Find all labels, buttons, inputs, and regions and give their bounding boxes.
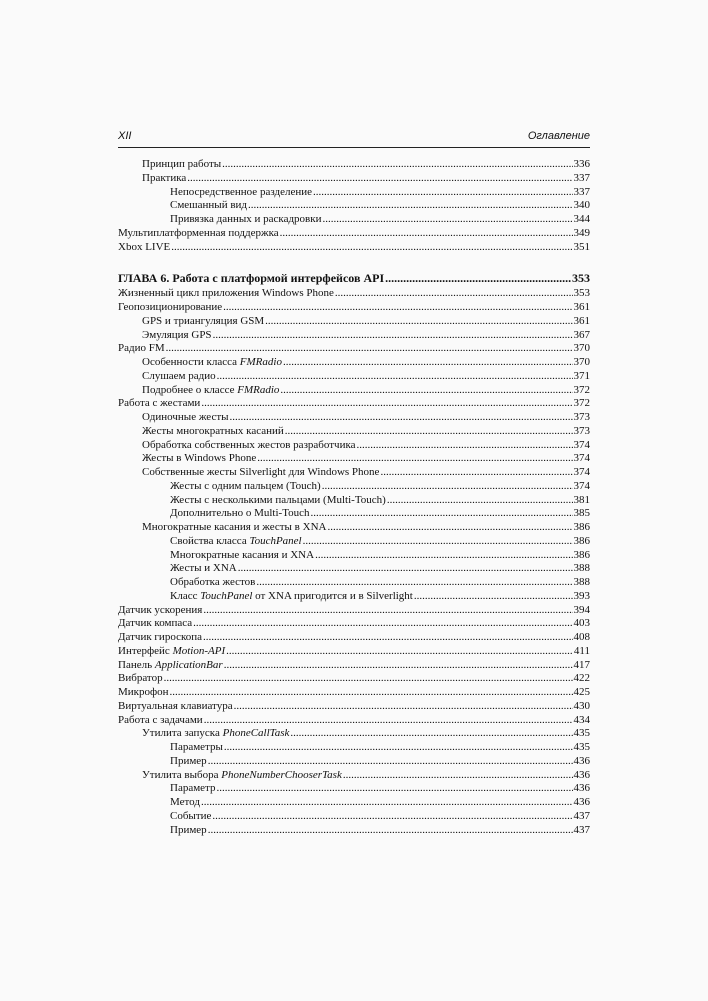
- toc-entry-text: Вибратор: [118, 672, 163, 685]
- toc-entry-page: 373: [573, 424, 590, 437]
- toc-entry-text: Параметр: [170, 782, 216, 795]
- toc-chapter-items: [118, 287, 590, 837]
- toc-entry[interactable]: [118, 672, 590, 686]
- toc-entry[interactable]: [118, 686, 590, 700]
- toc-entry[interactable]: [118, 186, 590, 200]
- chapter-heading[interactable]: [118, 269, 590, 287]
- header-rule: [118, 147, 590, 148]
- leader-dots: [327, 521, 572, 535]
- toc-entry-page: 394: [573, 603, 590, 616]
- toc-entry[interactable]: [118, 329, 590, 343]
- toc-entry-text: Пример: [170, 754, 207, 767]
- toc-entry-title: [142, 370, 216, 384]
- toc-entry-page: 388: [573, 562, 590, 575]
- toc-entry-text: Xbox LIVE: [118, 240, 171, 253]
- toc-entry-text: Жесты с несколькими пальцами (Multi-Touch): [170, 493, 386, 506]
- leader-dots: [203, 631, 572, 645]
- page-number-roman: XII: [118, 130, 132, 142]
- toc-entry-title: [142, 356, 282, 370]
- running-header: [118, 130, 590, 146]
- leader-dots: [201, 397, 572, 411]
- leader-dots: [238, 562, 573, 576]
- toc-entry-title: [142, 521, 326, 535]
- toc-entry-page: 436: [573, 796, 590, 808]
- toc-entry-text: Датчик компаса: [118, 617, 193, 630]
- toc-entry-text: Жесты и XNA: [170, 562, 237, 575]
- toc-entry-text: Микрофон: [118, 686, 169, 698]
- toc-entry-page: 381: [573, 493, 590, 506]
- toc-entry-text: Метод: [170, 796, 200, 808]
- leader-dots: [315, 549, 572, 563]
- toc-entry-text: Параметры: [170, 741, 223, 753]
- toc-entry-page: 351: [573, 240, 590, 253]
- toc-entry-text: Работа с задачами: [118, 713, 203, 726]
- toc-entry[interactable]: [118, 241, 590, 255]
- toc-entry-text: Слушаем радио: [142, 369, 216, 382]
- toc-entry-class-name: PhoneNumberChooserTask: [221, 768, 342, 781]
- leader-dots: [204, 714, 573, 728]
- toc-entry-text: Панель: [118, 658, 155, 671]
- toc-entry-title: [142, 769, 342, 783]
- toc-entry[interactable]: [118, 425, 590, 439]
- toc-entry-page: 386: [573, 534, 590, 547]
- table-of-contents: [118, 158, 590, 837]
- toc-entry-text: Интерфейс: [118, 644, 173, 657]
- toc-entry-title: [170, 810, 211, 824]
- toc-entry-page: 435: [573, 741, 590, 753]
- toc-entry-page: 344: [573, 213, 590, 225]
- toc-entry-page: 374: [573, 479, 590, 492]
- toc-entry[interactable]: [118, 549, 590, 563]
- toc-entry[interactable]: [118, 466, 590, 480]
- toc-entry-title: [118, 342, 165, 356]
- toc-entry-title: [170, 480, 321, 494]
- toc-entry[interactable]: [118, 604, 590, 618]
- leader-dots: [203, 604, 572, 618]
- toc-entry-page: 371: [573, 369, 590, 382]
- toc-entry-text: Утилита выбора: [142, 768, 222, 781]
- toc-entry-text: Одиночные жесты: [142, 411, 229, 423]
- toc-entry[interactable]: [118, 741, 590, 755]
- toc-entry[interactable]: [118, 659, 590, 673]
- toc-entry-page: 434: [573, 713, 590, 726]
- leader-dots: [193, 617, 572, 631]
- toc-entry-page: 361: [573, 314, 590, 327]
- toc-entry-text: Особенности класса: [142, 356, 240, 368]
- toc-entry[interactable]: [118, 700, 590, 714]
- toc-entry[interactable]: [118, 507, 590, 521]
- toc-entry-title: [118, 301, 222, 315]
- leader-dots: [224, 741, 573, 755]
- leader-dots: [187, 172, 572, 186]
- toc-entry-text: Жесты с одним пальцем (Touch): [170, 479, 321, 492]
- toc-entry-title: [170, 590, 413, 604]
- toc-entry-page: 340: [573, 199, 590, 212]
- toc-entry-class-name: PhoneCallTask: [222, 727, 290, 740]
- toc-entry-title: [142, 411, 229, 425]
- toc-entry-title: [142, 315, 264, 329]
- leader-dots: [201, 796, 573, 810]
- toc-entry-text: Многократные касания и жесты в XNA: [142, 521, 327, 533]
- toc-entry-title: [142, 172, 186, 186]
- leader-dots: [212, 810, 572, 824]
- toc-entry-page: 436: [573, 782, 590, 795]
- toc-entry[interactable]: [118, 535, 590, 549]
- toc-entry[interactable]: [118, 782, 590, 796]
- toc-entry-text: Смешанный вид: [170, 199, 248, 212]
- toc-entry-page: 372: [573, 383, 590, 396]
- toc-entry-title: [118, 241, 170, 255]
- toc-entry-page: 372: [573, 397, 590, 410]
- toc-entry[interactable]: [118, 494, 590, 508]
- toc-entry-text: Датчик гироскопа: [118, 631, 203, 643]
- toc-entry[interactable]: [118, 370, 590, 384]
- toc-entry[interactable]: [118, 342, 590, 356]
- leader-dots: [283, 356, 573, 370]
- toc-entry-title: [170, 186, 312, 200]
- toc-entry-page: 361: [573, 301, 590, 313]
- toc-entry[interactable]: [118, 287, 590, 301]
- toc-entry-text-tail: от XNA пригодится и в Silverlight: [252, 589, 413, 602]
- toc-entry-title: [118, 686, 169, 700]
- leader-dots: [224, 659, 573, 673]
- toc-entry-title: [170, 535, 302, 549]
- toc-entry-title: [118, 659, 223, 673]
- leader-dots: [217, 370, 573, 384]
- toc-entry-title: [170, 213, 321, 227]
- toc-entry-text: Подробнее о классе: [142, 383, 238, 396]
- toc-entry-title: [170, 494, 386, 508]
- leader-dots: [385, 269, 571, 287]
- toc-entry-text: Принцип работы: [142, 158, 222, 170]
- section-title: Оглавление: [527, 130, 590, 142]
- toc-entry-page: 436: [573, 768, 590, 781]
- toc-entry-page: 374: [573, 466, 590, 478]
- toc-entry-title: [142, 425, 284, 439]
- toc-entry-title: [170, 796, 200, 810]
- toc-entry-text: Дополнительно о Multi-Touch: [170, 507, 310, 520]
- leader-dots: [223, 301, 572, 315]
- toc-entry-page: 337: [573, 185, 590, 198]
- toc-entry-class-name: ApplicationBar: [154, 658, 223, 671]
- toc-entry-text: Радио FM: [118, 342, 165, 355]
- toc-entry-class-name: FMRadio: [239, 356, 282, 368]
- toc-entry-text: Жесты в Windows Phone: [142, 452, 257, 465]
- toc-entry-page: 386: [573, 521, 590, 533]
- toc-entry-title: [118, 604, 202, 618]
- toc-entry[interactable]: [118, 727, 590, 741]
- toc-entry-text: Работа с жестами: [118, 397, 201, 410]
- toc-entry-text: Практика: [142, 171, 187, 184]
- toc-entry[interactable]: [118, 301, 590, 315]
- leader-dots: [248, 199, 572, 213]
- toc-entry[interactable]: [118, 452, 590, 466]
- toc-entry[interactable]: [118, 576, 590, 590]
- toc-entry-title: [118, 287, 334, 301]
- toc-entry[interactable]: [118, 480, 590, 494]
- toc-entry-page: 408: [573, 631, 590, 643]
- leader-dots: [322, 480, 573, 494]
- toc-entry-text: Многократные касания и XNA: [170, 548, 315, 561]
- toc-entry-title: [142, 727, 289, 741]
- toc-entry[interactable]: [118, 397, 590, 411]
- toc-entry-text: Жизненный цикл приложения Windows Phone: [118, 287, 334, 300]
- leader-dots: [335, 287, 573, 301]
- toc-entry-title: [170, 741, 223, 755]
- chapter-page: 353: [572, 271, 590, 286]
- toc-entry-page: 430: [573, 699, 590, 712]
- toc-entry-title: [118, 227, 279, 241]
- toc-entry-text: Утилита запуска: [142, 727, 223, 740]
- leader-dots: [303, 535, 573, 549]
- toc-entry-title: [118, 700, 233, 714]
- toc-entry-text: Обработка собственных жестов разработчика: [142, 438, 356, 451]
- toc-entry-class-name: Motion-API: [172, 644, 226, 657]
- toc-entry-title: [170, 562, 237, 576]
- toc-entry-page: 374: [573, 452, 590, 465]
- toc-entry-page: 374: [573, 438, 590, 451]
- toc-entry[interactable]: [118, 796, 590, 810]
- toc-entry-title: [118, 617, 192, 631]
- toc-entry-title: [170, 199, 247, 213]
- leader-dots: [313, 186, 573, 200]
- toc-entry-text: Геопозиционирование: [118, 301, 223, 313]
- leader-dots: [222, 158, 572, 172]
- toc-entry-page: 422: [573, 672, 590, 685]
- toc-entry[interactable]: [118, 590, 590, 604]
- toc-entry-title: [118, 397, 200, 411]
- leader-dots: [164, 672, 573, 686]
- toc-entry-title: [170, 755, 207, 769]
- leader-dots: [217, 782, 573, 796]
- toc-entry[interactable]: [118, 227, 590, 241]
- leader-dots: [343, 769, 573, 783]
- leader-dots: [166, 342, 573, 356]
- toc-entry-title: [170, 576, 255, 590]
- toc-entry[interactable]: [118, 714, 590, 728]
- toc-entry-title: [170, 824, 207, 838]
- toc-entry-page: 411: [573, 644, 590, 657]
- toc-entry[interactable]: [118, 810, 590, 824]
- toc-entry-title: [142, 329, 212, 343]
- toc-entry-title: [142, 466, 379, 480]
- toc-entry[interactable]: [118, 411, 590, 425]
- toc-entry-text: Привязка данных и раскадровки: [170, 213, 322, 225]
- leader-dots: [265, 315, 572, 329]
- toc-pre-section: [118, 158, 590, 254]
- toc-entry[interactable]: [118, 769, 590, 783]
- toc-entry[interactable]: [118, 384, 590, 398]
- toc-entry[interactable]: [118, 645, 590, 659]
- toc-entry[interactable]: [118, 172, 590, 186]
- toc-entry[interactable]: [118, 631, 590, 645]
- toc-entry-title: [170, 782, 216, 796]
- leader-dots: [357, 439, 573, 453]
- toc-entry-title: [170, 549, 314, 563]
- leader-dots: [256, 576, 572, 590]
- leader-dots: [257, 452, 572, 466]
- toc-entry-text: Эмуляция GPS: [142, 328, 212, 341]
- toc-entry-text: Мультиплатформенная поддержка: [118, 226, 279, 239]
- toc-entry[interactable]: [118, 158, 590, 172]
- toc-entry-page: 425: [573, 686, 590, 698]
- leader-dots: [230, 411, 573, 425]
- toc-entry-class-name: TouchPanel: [249, 534, 302, 547]
- toc-entry-page: 435: [573, 727, 590, 740]
- toc-entry-text: Виртуальная клавиатура: [118, 699, 233, 712]
- leader-dots: [387, 494, 573, 508]
- toc-entry[interactable]: [118, 562, 590, 576]
- toc-entry-title: [118, 672, 163, 686]
- toc-entry[interactable]: [118, 617, 590, 631]
- toc-entry-page: 437: [573, 809, 590, 822]
- toc-entry-page: 403: [573, 617, 590, 630]
- toc-entry-page: 336: [573, 158, 590, 170]
- chapter-title: ГЛАВА 6. Работа с платформой интерфейсов API: [118, 271, 385, 286]
- toc-entry-text: Класс: [170, 589, 201, 602]
- toc-entry-page: 349: [573, 226, 590, 239]
- leader-dots: [380, 466, 572, 480]
- toc-entry-class-name: TouchPanel: [200, 589, 253, 602]
- toc-entry-class-name: FMRadio: [237, 383, 280, 396]
- leader-dots: [285, 425, 573, 439]
- toc-entry[interactable]: [118, 824, 590, 838]
- toc-entry-title: [142, 158, 221, 172]
- toc-entry-page: 373: [573, 411, 590, 423]
- toc-entry-text: Пример: [170, 823, 207, 836]
- leader-dots: [170, 686, 573, 700]
- toc-entry-title: [118, 645, 225, 659]
- leader-dots: [280, 227, 573, 241]
- toc-entry-text: Непосредственное разделение: [170, 185, 312, 198]
- toc-entry[interactable]: [118, 213, 590, 227]
- toc-entry-title: [142, 439, 356, 453]
- leader-dots: [208, 824, 573, 838]
- leader-dots: [226, 645, 573, 659]
- toc-entry-page: 417: [573, 658, 590, 671]
- leader-dots: [213, 329, 573, 343]
- toc-entry[interactable]: [118, 439, 590, 453]
- toc-entry-text: GPS и триангуляция GSM: [142, 314, 265, 327]
- toc-entry-page: 337: [573, 171, 590, 184]
- toc-entry-title: [118, 714, 203, 728]
- toc-entry-text: Обработка жестов: [170, 576, 256, 588]
- toc-entry-page: 388: [573, 576, 590, 588]
- leader-dots: [171, 241, 572, 255]
- toc-entry[interactable]: [118, 315, 590, 329]
- leader-dots: [208, 755, 573, 769]
- leader-dots: [280, 384, 572, 398]
- toc-entry-title: [170, 507, 310, 521]
- toc-entry[interactable]: [118, 521, 590, 535]
- toc-entry[interactable]: [118, 356, 590, 370]
- toc-entry-title: [118, 631, 202, 645]
- toc-entry-text: Датчик ускорения: [118, 603, 203, 616]
- leader-dots: [322, 213, 572, 227]
- leader-dots: [414, 590, 573, 604]
- toc-entry[interactable]: [118, 199, 590, 213]
- toc-entry-page: 393: [573, 589, 590, 602]
- toc-entry-title: [142, 452, 256, 466]
- toc-entry-page: 370: [573, 342, 590, 355]
- toc-entry-text: Событие: [170, 809, 212, 822]
- toc-entry[interactable]: [118, 755, 590, 769]
- toc-entry-text: Собственные жесты Silverlight для Windows Phone: [142, 466, 380, 478]
- leader-dots: [290, 727, 572, 741]
- toc-entry-page: 370: [573, 356, 590, 368]
- toc-entry-page: 367: [573, 328, 590, 341]
- toc-entry-page: 437: [573, 823, 590, 836]
- leader-dots: [234, 700, 573, 714]
- toc-entry-page: 386: [573, 548, 590, 561]
- toc-entry-page: 436: [573, 754, 590, 767]
- toc-entry-page: 385: [573, 507, 590, 520]
- toc-entry-title: [142, 384, 279, 398]
- toc-entry-text: Жесты многократных касаний: [142, 424, 284, 437]
- toc-entry-page: 353: [573, 287, 590, 300]
- leader-dots: [311, 507, 573, 521]
- toc-entry-text: Свойства класса: [170, 534, 250, 547]
